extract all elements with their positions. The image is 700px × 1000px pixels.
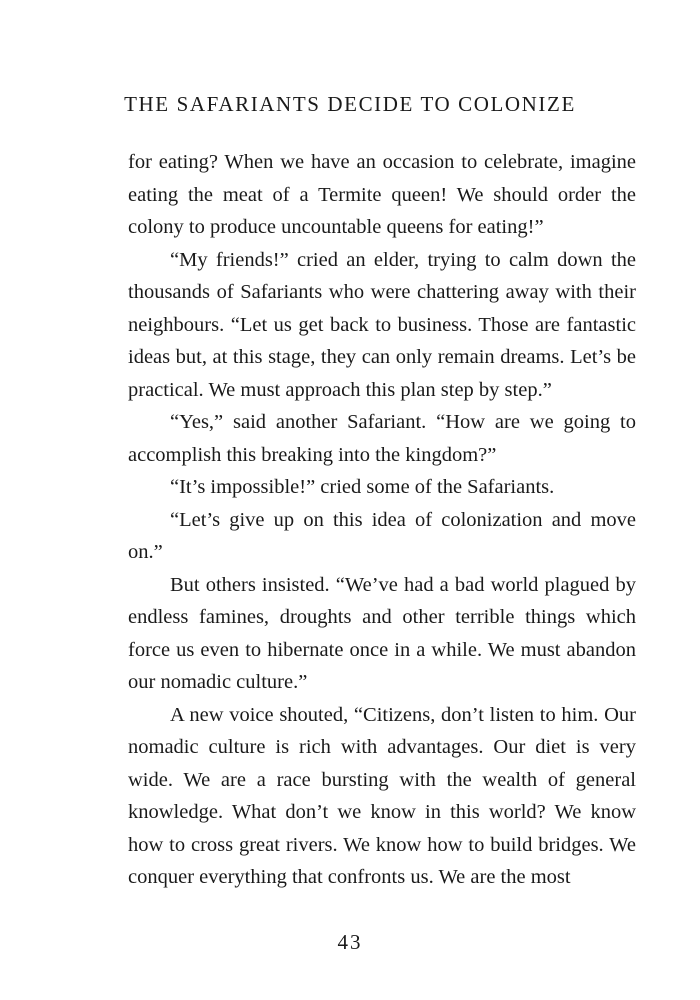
paragraph-1: for eating? When we have an occasion to celebrate, imagine eating the meat of a Termite queen! We should order the colony to produce uncountable queens for eating!” bbox=[128, 151, 636, 238]
paragraph-2: “My friends!” cried an elder, trying to calm down the thousands of Safariants who were chattering away with their neighbours. “Let us get back to business. Those are fantastic ideas but, at this stage, they can only remain dreams. Let’s be practical. We must approach this plan step by step.” bbox=[128, 248, 636, 401]
paragraph-5: “Let’s give up on this idea of colonization and move on.” bbox=[128, 508, 636, 563]
paragraph-3: “Yes,” said another Safariant. “How are we going to accomplish this breaking into the kingdom?” bbox=[128, 411, 636, 466]
body-text bbox=[128, 146, 636, 894]
paragraph-7: A new voice shouted, “Citizens, don’t listen to him. Our nomadic culture is rich with advantages. Our diet is very wide. We are a race bursting with the wealth of general knowledge. What don’t we know in this world? We know how to cross great rivers. We know how to build bridges. We conquer everything that confronts us. We are the most bbox=[128, 703, 636, 888]
paragraph-4: “It’s impossible!” cried some of the Safariants. bbox=[170, 476, 555, 498]
page-number: 43 bbox=[337, 930, 363, 954]
paragraph-6: But others insisted. “We’ve had a bad world plagued by endless famines, droughts and other terrible things which force us even to hibernate once in a while. We must abandon our nomadic culture.” bbox=[128, 573, 636, 693]
running-head: THE SAFARIANTS DECIDE TO COLONIZE bbox=[124, 92, 576, 116]
